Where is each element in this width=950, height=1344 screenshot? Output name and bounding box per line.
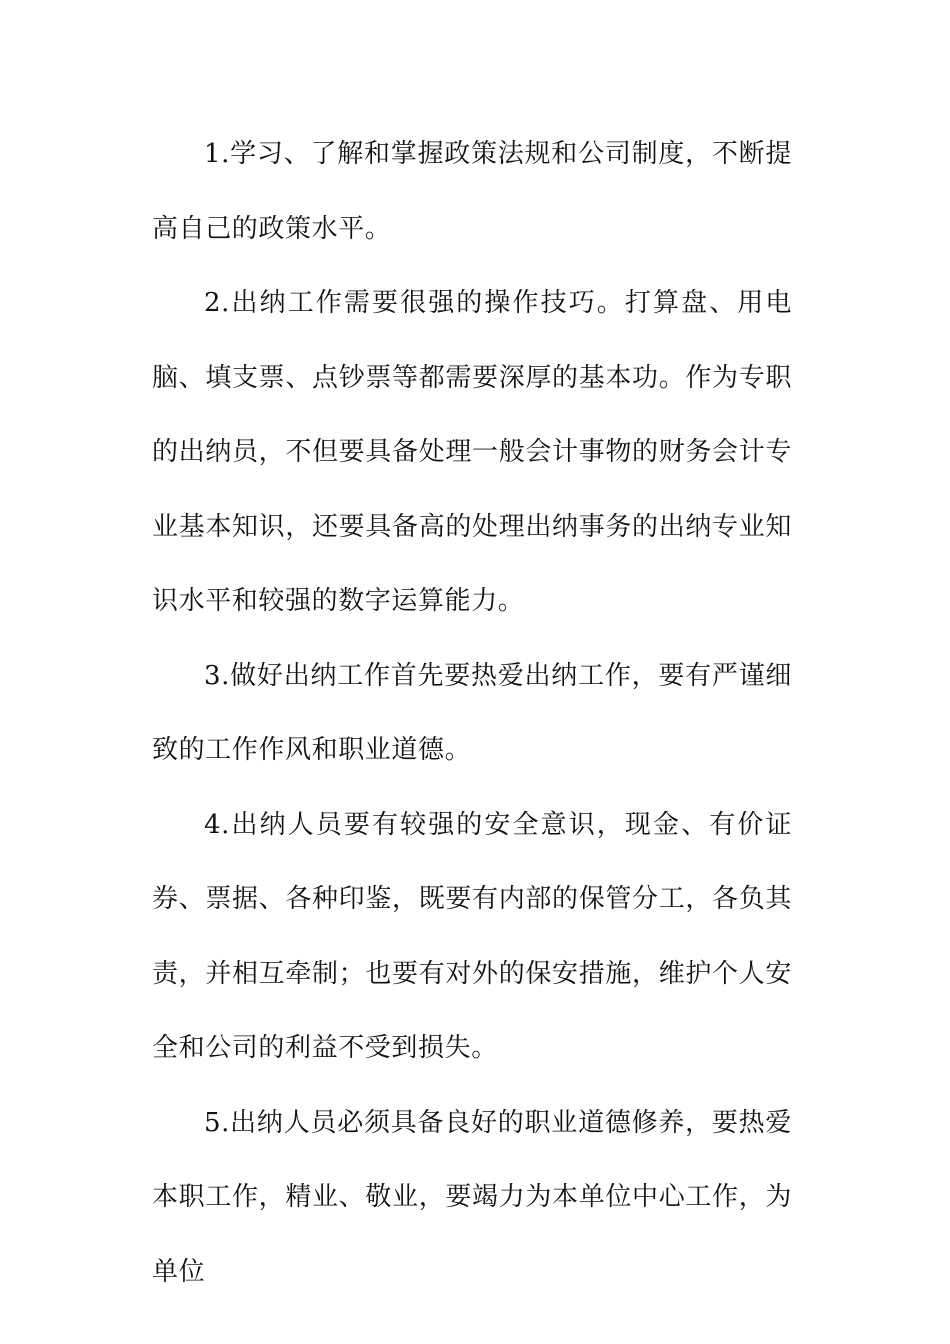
paragraph-3: 3.做好出纳工作首先要热爱出纳工作，要有严谨细致的工作作风和职业道德。 — [152, 660, 792, 765]
document-body — [152, 117, 792, 1309]
paragraph-5: 5.出纳人员必须具备良好的职业道德修养，要热爱本职工作，精业、敬业，要竭力为本单位中心工作，为单位 — [152, 1107, 792, 1287]
paragraph-1: 1.学习、了解和掌握政策法规和公司制度，不断提高自己的政策水平。 — [152, 139, 792, 244]
paragraph-2: 2.出纳工作需要很强的操作技巧。打算盘、用电脑、填支票、点钞票等都需要深厚的基本功。作为专职的出纳员，不但要具备处理一般会计事物的财务会计专业基本知识，还要具备高的处理出纳事务的出纳专业知识水平和较强的数字运算能力。 — [152, 288, 792, 616]
paragraph-4: 4.出纳人员要有较强的安全意识，现金、有价证券、票据、各种印鉴，既要有内部的保管分工，各负其责，并相互牵制；也要有对外的保安措施，维护个人安全和公司的利益不受到损失。 — [152, 809, 792, 1063]
